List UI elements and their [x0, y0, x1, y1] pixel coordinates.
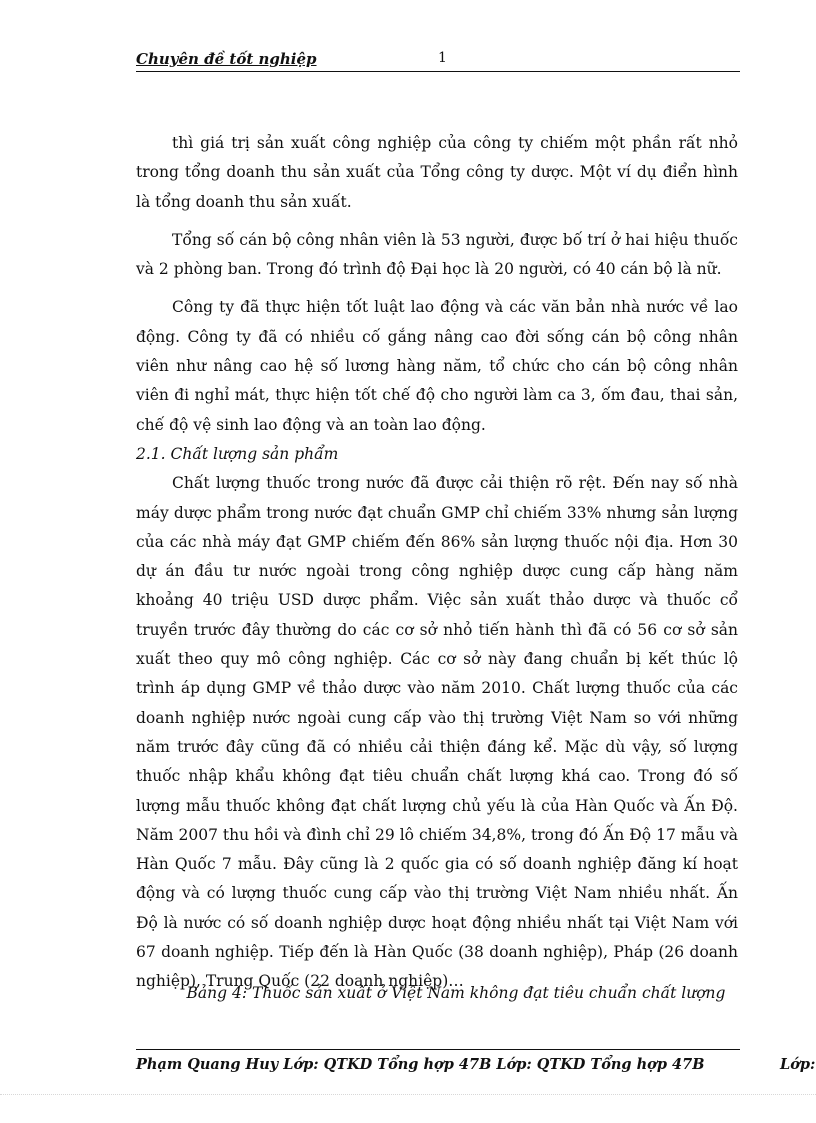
paragraph-staff: Tổng số cán bộ công nhân viên là 53 người, được bố trí ở hai hiệu thuốc và 2 phòng ban. Trong đó trình độ Đại học là 20 người, có 40 cán bộ là nữ.: [136, 230, 738, 279]
page-number: 1: [438, 50, 447, 66]
document-body: [136, 129, 738, 997]
header-title: Chuyên đề tốt nghiệp: [136, 50, 317, 68]
paragraph-intro: thì giá trị sản xuất công nghiệp của công ty chiếm một phần rất nhỏ trong tổng doanh thu sản xuất của Tổng công ty dược. Một ví dụ điển hình là tổng doanh thu sản xuất.: [136, 134, 738, 211]
paragraph-quality: Chất lượng thuốc trong nước đã được cải thiện rõ rệt. Đến nay số nhà máy dược phẩm trong nước đạt chuẩn GMP chỉ chiếm 33% nhưng sản lượng của các nhà máy đạt GMP chiếm đến 86% sản lượng thuốc nội địa. Hơn 30 dự án đầu tư nước ngoài trong công nghiệp dược cung cấp hàng năm khoảng 40 triệu USD dược phẩm. Việc sản xuất thảo dược và thuốc cổ truyền trước đây thường do các cơ sở nhỏ tiến hành thì đã có 56 cơ sở sản xuất theo quy mô công nghiệp. Các cơ sở này đang chuẩn bị kết thúc lộ trình áp dụng GMP về thảo dược vào năm 2010. Chất lượng thuốc của các doanh nghiệp nước ngoài cung cấp vào thị trường Việt Nam so với những năm trước đây cũng đã có nhiều cải thiện đáng kể. Mặc dù vậy, số lượng thuốc nhập khẩu không đạt tiêu chuẩn chất lượng khá cao. Trong đó số lượng mẫu thuốc không đạt chất lượng chủ yếu là của Hàn Quốc và Ấn Độ. Năm 2007 thu hồi và đình chỉ 29 lô chiếm 34,8%, trong đó Ấn Độ 17 mẫu và Hàn Quốc 7 mẫu. Đây cũng là 2 quốc gia có số doanh nghiệp đăng kí hoạt động và có lượng thuốc cung cấp vào thị trường Việt Nam nhiều nhất. Ấn Độ là nước có số doanh nghiệp dược hoạt động nhiều nhất tại Việt Nam với 67 doanh nghiệp. Tiếp đến là Hàn Quốc (38 doanh nghiệp), Pháp (26 doanh nghiệp), Trung Quốc (22 doanh nghiệp)…: [136, 474, 738, 991]
footer-divider: [136, 1049, 740, 1050]
page-header: [136, 50, 740, 72]
footer-author-class: Phạm Quang Huy Lớp: QTKD Tổng hợp 47B Lớp: QTKD Tổng hợp 47B: [136, 1056, 705, 1073]
section-heading: 2.1. Chất lượng sản phẩm: [136, 444, 339, 463]
footer-class-label: Lớp:: [780, 1056, 816, 1073]
paragraph-labor: Công ty đã thực hiện tốt luật lao động và các văn bản nhà nước về lao động. Công ty đã có nhiều cố gắng nâng cao đời sống cán bộ công nhân viên như nâng cao hệ số lương hàng năm, tổ chức cho cán bộ công nhân viên đi nghỉ mát, thực hiện tốt chế độ cho người làm ca 3, ốm đau, thai sản, chế độ vệ sinh lao động và an toàn lao động.: [136, 298, 738, 434]
page-bottom-divider: [0, 1094, 816, 1095]
table-caption: Bảng 4: Thuốc sản xuất ở Việt Nam không đạt tiêu chuẩn chất lượng: [186, 984, 726, 1002]
